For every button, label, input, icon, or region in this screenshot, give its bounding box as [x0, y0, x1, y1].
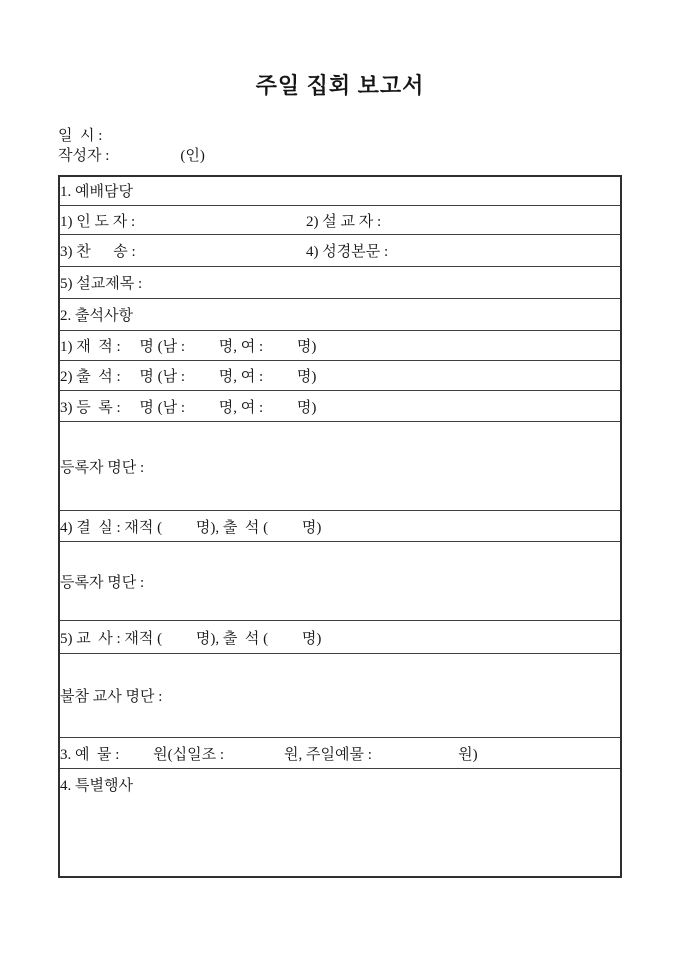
scripture-field: 4) 성경본문 :	[306, 244, 389, 261]
date-label: 일 시 :	[58, 127, 103, 144]
enrolled-field: 1) 재 적 : 명 (남 : 명, 여 : 명)	[59, 331, 621, 361]
absent-teacher-list-label: 불참 교사 명단 :	[59, 654, 621, 738]
row-offering	[59, 738, 621, 769]
preacher-field: 2) 설 교 자 :	[306, 213, 382, 230]
row-registrant-list	[59, 422, 621, 511]
row-worship-header	[59, 176, 621, 206]
row-special-event	[59, 769, 621, 877]
leader-field: 1) 인 도 자 :	[60, 213, 136, 230]
row-teachers	[59, 621, 621, 654]
meta-block	[58, 126, 680, 166]
present-field: 2) 출 석 : 명 (남 : 명, 여 : 명)	[59, 361, 621, 391]
date-line	[58, 126, 680, 146]
registered-field: 3) 등 록 : 명 (남 : 명, 여 : 명)	[59, 391, 621, 422]
teachers-field: 5) 교 사 : 재적 ( 명), 출 석 ( 명)	[59, 621, 621, 654]
report-form-table	[58, 175, 622, 878]
seal-label: (인)	[180, 147, 205, 164]
special-event-section-title: 4. 특별행사	[59, 769, 621, 877]
row-hymn-scripture	[59, 235, 621, 267]
attendance-section-title: 2. 출석사항	[59, 299, 621, 331]
row-absent-teacher-list	[59, 654, 621, 738]
fruit-registrant-list-label: 등록자 명단 :	[59, 542, 621, 621]
row-present	[59, 361, 621, 391]
row-enrolled	[59, 331, 621, 361]
row-fruit	[59, 511, 621, 542]
author-label: 작성자 :	[58, 147, 110, 164]
offering-field: 3. 예 물 : 원(십일조 : 원, 주일예물 : 원)	[59, 738, 621, 769]
sermon-title-field: 5) 설교제목 :	[59, 267, 621, 299]
row-attendance-header	[59, 299, 621, 331]
row-fruit-registrant-list	[59, 542, 621, 621]
row-leader-preacher	[59, 206, 621, 235]
page-title: 주일 집회 보고서	[255, 73, 425, 98]
hymn-field: 3) 찬 송 :	[60, 244, 136, 261]
registrant-list-label: 등록자 명단 :	[59, 422, 621, 511]
author-line	[58, 146, 680, 166]
row-sermon-title	[59, 267, 621, 299]
worship-section-title: 1. 예배담당	[60, 184, 133, 201]
row-registered	[59, 391, 621, 422]
fruit-field: 4) 결 실 : 재적 ( 명), 출 석 ( 명)	[59, 511, 621, 542]
